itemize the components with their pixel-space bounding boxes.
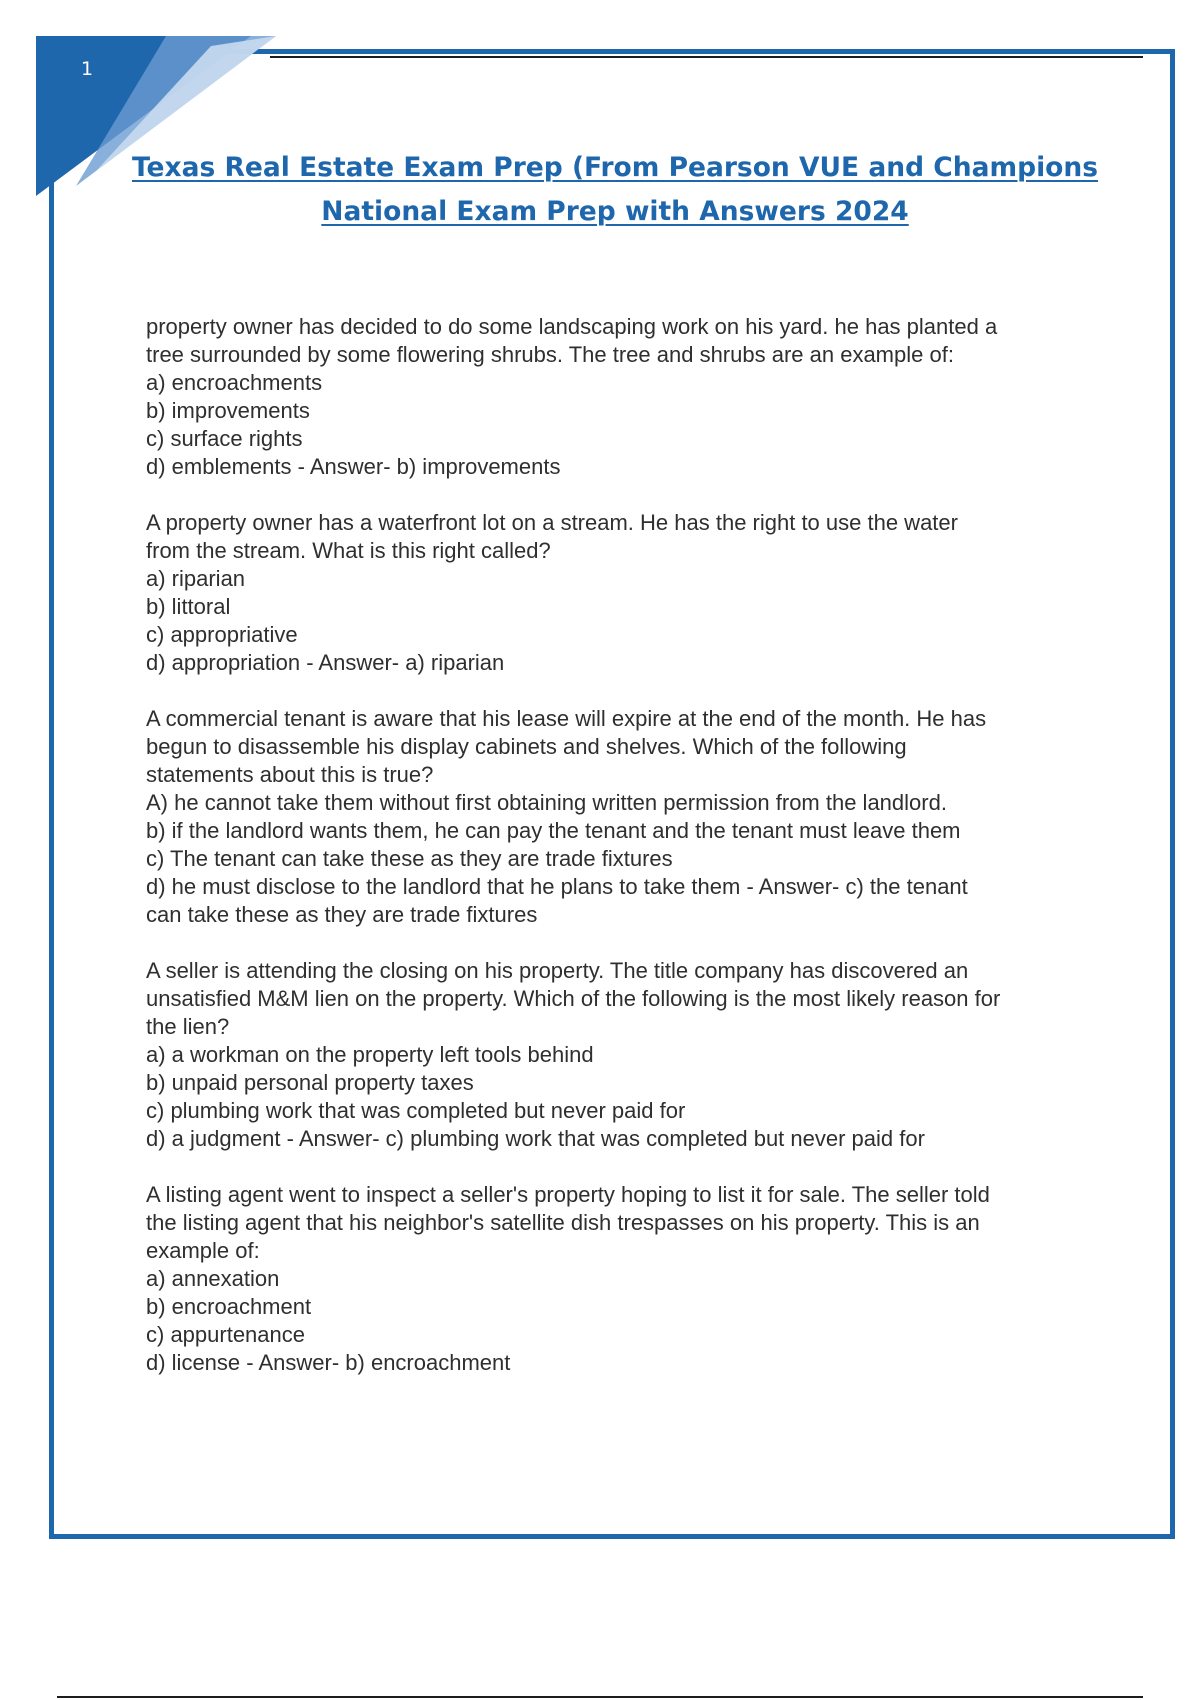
answer-option: a) annexation [146, 1266, 280, 1291]
question-5 [146, 1181, 1096, 1377]
answer-option: c) appropriative [146, 622, 298, 647]
title-line-1: Texas Real Estate Exam Prep (From Pearson VUE and Champions [132, 152, 1098, 183]
answer-option: A) he cannot take them without first obtaining written permission from the landlord. [146, 790, 947, 815]
answer-option-with-key: d) he must disclose to the landlord that he plans to take them - Answer- c) the tenant [146, 874, 968, 899]
question-line: A property owner has a waterfront lot on a stream. He has the right to use the water [146, 510, 958, 535]
question-line: property owner has decided to do some landscaping work on his yard. he has planted a [146, 314, 998, 339]
answer-option-with-key: d) license - Answer- b) encroachment [146, 1350, 511, 1375]
question-line: the listing agent that his neighbor's satellite dish trespasses on his property. This is an [146, 1210, 980, 1235]
question-line: unsatisfied M&M lien on the property. Which of the following is the most likely reason for [146, 986, 1001, 1011]
question-3 [146, 705, 1096, 929]
title-line-2: National Exam Prep with Answers 2024 [321, 196, 909, 227]
question-line: begun to disassemble his display cabinets and shelves. Which of the following [146, 734, 907, 759]
question-line: A listing agent went to inspect a seller's property hoping to list it for sale. The seller told [146, 1182, 990, 1207]
question-line: statements about this is true? [146, 762, 434, 787]
question-list [146, 313, 1096, 1405]
answer-option: c) appurtenance [146, 1322, 305, 1347]
question-line: example of: [146, 1238, 260, 1263]
question-line: the lien? [146, 1014, 230, 1039]
answer-option: b) encroachment [146, 1294, 312, 1319]
question-line: from the stream. What is this right called? [146, 538, 551, 563]
question-line: A commercial tenant is aware that his lease will expire at the end of the month. He has [146, 706, 987, 731]
answer-option: b) unpaid personal property taxes [146, 1070, 474, 1095]
page-number: 1 [81, 58, 94, 80]
answer-option: c) The tenant can take these as they are trade fixtures [146, 846, 673, 871]
question-line: tree surrounded by some flowering shrubs. The tree and shrubs are an example of: [146, 342, 954, 367]
question-1 [146, 313, 1096, 481]
answer-option: c) surface rights [146, 426, 303, 451]
question-line: A seller is attending the closing on his property. The title company has discovered an [146, 958, 969, 983]
question-2 [146, 509, 1096, 677]
answer-option: b) improvements [146, 398, 310, 423]
question-4 [146, 957, 1096, 1153]
answer-option-with-key: d) emblements - Answer- b) improvements [146, 454, 561, 479]
answer-option: b) if the landlord wants them, he can pay the tenant and the tenant must leave them [146, 818, 961, 843]
answer-option-with-key: d) a judgment - Answer- c) plumbing work that was completed but never paid for [146, 1126, 925, 1151]
answer-option: c) plumbing work that was completed but never paid for [146, 1098, 686, 1123]
answer-option-with-key: d) appropriation - Answer- a) riparian [146, 650, 505, 675]
footer-rule [57, 1696, 1143, 1698]
answer-option: a) riparian [146, 566, 246, 591]
answer-option: a) encroachments [146, 370, 323, 395]
answer-continuation: can take these as they are trade fixtures [146, 902, 538, 927]
document-title [120, 146, 1110, 234]
answer-option: a) a workman on the property left tools behind [146, 1042, 594, 1067]
header-rule [270, 56, 1143, 58]
answer-option: b) littoral [146, 594, 231, 619]
